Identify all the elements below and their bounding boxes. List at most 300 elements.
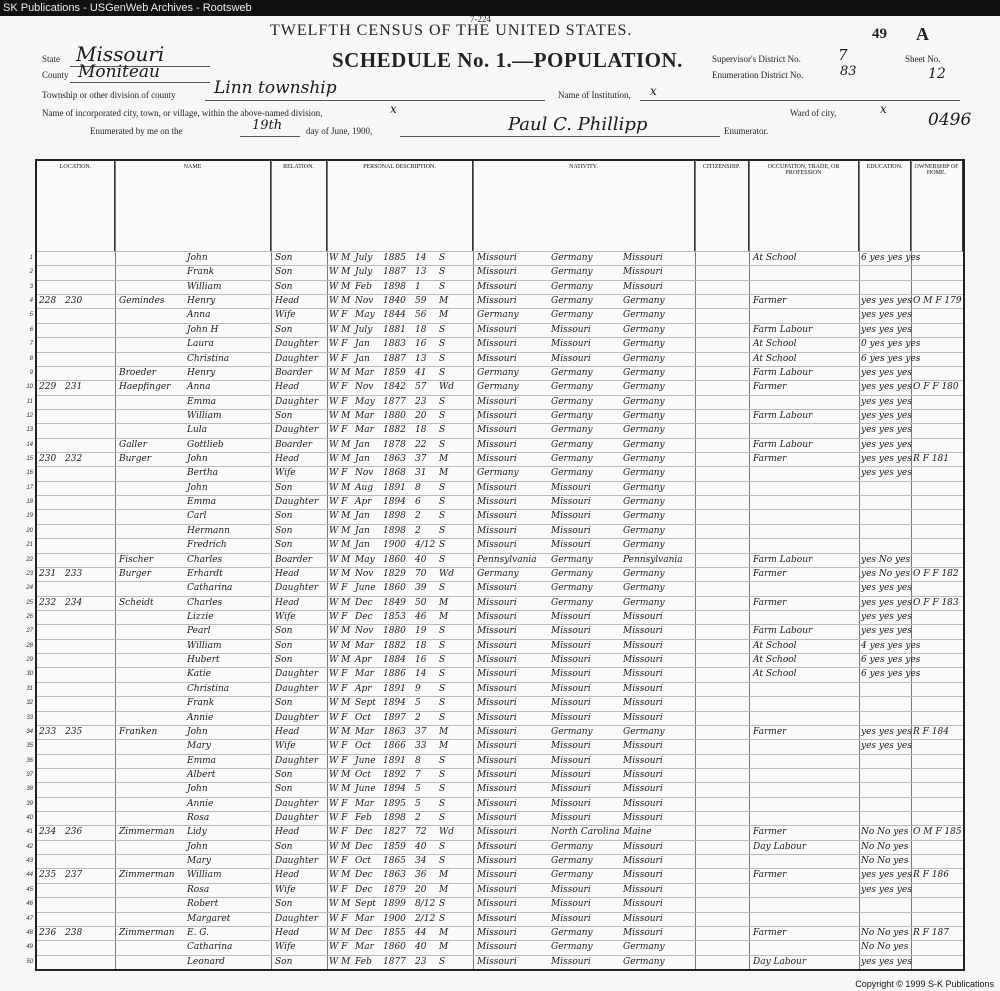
cell-age: 37 (415, 726, 427, 737)
cell-occupation: Farm Labour (753, 626, 813, 637)
cell-given-name: Annie (187, 798, 214, 809)
cell-birth-year: 1892 (383, 769, 406, 780)
cell-relation: Son (275, 482, 293, 493)
cell-relation: Boarder (275, 554, 313, 565)
cell-relation: Wife (275, 468, 296, 479)
cell-mother-birthplace: Missouri (623, 769, 663, 780)
cell-mother-birthplace: Germany (623, 726, 665, 737)
line-number: 7 (29, 341, 33, 348)
cell-color-sex: W M (329, 525, 351, 536)
table-row (26, 466, 963, 480)
cell-color-sex: W M (329, 769, 351, 780)
state-value: Missouri (76, 42, 165, 66)
cell-birthplace: Missouri (477, 396, 517, 407)
cell-age: 18 (415, 324, 427, 335)
enumerated-day-underline (240, 136, 300, 137)
table-row (26, 868, 963, 882)
cell-relation: Wife (275, 741, 296, 752)
cell-birthplace: Missouri (477, 784, 517, 795)
cell-occupation: At School (753, 253, 797, 263)
cell-family-number: 230 (65, 296, 83, 307)
cell-surname: Franken (119, 726, 158, 737)
cell-mother-birthplace: Germany (623, 396, 665, 407)
cell-father-birthplace: Missouri (551, 784, 591, 795)
cell-birthplace: Missouri (477, 698, 517, 709)
incorporated-value: x (390, 102, 397, 116)
line-number: 48 (26, 929, 33, 936)
cell-marital-status: M (439, 310, 449, 321)
cell-birth-month: Jan (355, 525, 370, 536)
cell-birth-year: 1884 (383, 655, 406, 666)
cell-marital-status: S (439, 511, 446, 522)
cell-marital-status: S (439, 712, 446, 723)
cell-education: No No yes (861, 827, 909, 838)
cell-birth-month: Mar (355, 367, 374, 378)
line-number: 17 (26, 484, 33, 491)
cell-occupation: Farmer (753, 927, 787, 938)
line-number: 8 (29, 355, 33, 362)
cell-family-number: 233 (65, 568, 83, 579)
cell-given-name: Hermann (187, 525, 230, 536)
county-label: County (42, 70, 69, 80)
line-number: 15 (26, 456, 33, 463)
cell-given-name: Mary (187, 856, 211, 867)
cell-birth-month: Mar (355, 913, 374, 924)
cell-occupation: Day Labour (753, 956, 807, 967)
cell-ownership: O F F 182 (913, 568, 959, 579)
cell-mother-birthplace: Missouri (623, 841, 663, 852)
cell-marital-status: M (439, 612, 449, 622)
cell-father-birthplace: Missouri (551, 884, 591, 895)
cell-given-name: Lizzie (187, 612, 214, 622)
table-row (26, 940, 963, 954)
cell-color-sex: W F (329, 425, 348, 436)
cell-dwelling-number: 233 (39, 726, 57, 737)
cell-education: 6 yes yes yes (861, 353, 921, 364)
cell-mother-birthplace: Germany (623, 597, 665, 608)
cell-family-number: 235 (65, 726, 83, 737)
line-number: 30 (26, 671, 33, 678)
cell-birth-month: May (355, 554, 375, 565)
cell-marital-status: S (439, 755, 446, 766)
ward-label: Ward of city, (790, 108, 837, 118)
cell-marital-status: M (439, 454, 449, 465)
cell-given-name: Albert (187, 769, 216, 780)
cell-surname: Galler (119, 439, 147, 450)
cell-occupation: Farmer (753, 870, 787, 881)
cell-father-birthplace: Missouri (551, 497, 591, 508)
cell-color-sex: W M (329, 927, 351, 938)
cell-occupation: Farm Labour (753, 554, 813, 565)
cell-education: yes yes yes (861, 583, 912, 594)
cell-relation: Son (275, 841, 293, 852)
cell-given-name: Leonard (187, 956, 225, 967)
cell-birth-month: Feb (355, 813, 372, 824)
cell-birth-month: Mar (355, 798, 374, 809)
cell-birthplace: Missouri (477, 253, 517, 263)
cell-occupation: At School (753, 339, 797, 350)
cell-relation: Daughter (275, 712, 319, 723)
cell-age: 37 (415, 454, 427, 465)
enumeration-value: 83 (840, 64, 857, 79)
cell-color-sex: W F (329, 813, 348, 824)
cell-relation: Daughter (275, 755, 319, 766)
cell-age: 46 (415, 612, 427, 622)
table-row (26, 912, 963, 926)
cell-marital-status: S (439, 640, 446, 651)
cell-mother-birthplace: Germany (623, 353, 665, 364)
cell-birth-year: 1829 (383, 568, 406, 579)
line-number: 13 (26, 427, 33, 434)
cell-surname: Zimmerman (119, 870, 175, 881)
cell-age: 2 (415, 813, 421, 824)
cell-mother-birthplace: Germany (623, 583, 665, 594)
cell-marital-status: M (439, 884, 449, 895)
cell-education: No No yes (861, 856, 909, 867)
enumerator-underline (400, 136, 720, 137)
table-row (29, 366, 963, 380)
cell-birth-month: Apr (355, 683, 372, 694)
table-row (26, 495, 963, 509)
cell-given-name: John H (187, 324, 219, 335)
cell-marital-status: S (439, 353, 446, 364)
table-row (29, 294, 963, 308)
cell-birth-month: Dec (355, 927, 373, 938)
line-number: 25 (26, 599, 33, 606)
cell-age: 5 (415, 784, 421, 795)
cell-surname: Gemindes (119, 296, 165, 307)
cell-birth-year: 1900 (383, 540, 406, 551)
state-label: State (42, 54, 60, 64)
cell-father-birthplace: Missouri (551, 324, 591, 335)
cell-dwelling-number: 230 (39, 454, 57, 465)
cell-father-birthplace: Missouri (551, 712, 591, 723)
cell-marital-status: S (439, 281, 446, 292)
census-table (26, 159, 965, 971)
cell-father-birthplace: Missouri (551, 511, 591, 522)
incorporated-label: Name of incorporated city, town, or village, within the above-named division, (42, 108, 323, 118)
cell-birth-month: Mar (355, 640, 374, 651)
cell-occupation: Farmer (753, 726, 787, 737)
cell-surname: Zimmerman (119, 927, 175, 938)
cell-age: 59 (415, 296, 427, 307)
cell-relation: Daughter (275, 353, 319, 364)
cell-education: yes yes yes (861, 396, 912, 407)
cell-age: 5 (415, 798, 421, 809)
cell-birth-year: 1860 (383, 942, 406, 953)
cell-relation: Son (275, 655, 293, 666)
cell-mother-birthplace: Germany (623, 410, 665, 421)
cell-mother-birthplace: Germany (623, 497, 665, 508)
cell-birthplace: Missouri (477, 353, 517, 364)
cell-marital-status: S (439, 525, 446, 536)
cell-birth-year: 1881 (383, 324, 406, 335)
cell-relation: Head (275, 726, 300, 737)
cell-mother-birthplace: Missouri (623, 813, 663, 824)
column-header-location: LOCATION. (37, 161, 115, 251)
cell-birthplace: Missouri (477, 597, 517, 608)
table-row (29, 308, 963, 322)
cell-father-birthplace: Germany (551, 281, 593, 292)
cell-birth-month: Jan (355, 540, 370, 551)
cell-age: 16 (415, 339, 427, 350)
cell-given-name: John (187, 784, 208, 795)
cell-color-sex: W F (329, 612, 348, 622)
cell-birth-year: 1853 (383, 612, 406, 622)
cell-father-birthplace: Germany (551, 425, 593, 436)
cell-color-sex: W F (329, 583, 348, 594)
cell-given-name: Henry (187, 367, 216, 378)
line-number: 36 (26, 757, 33, 764)
cell-given-name: Anna (187, 382, 211, 393)
table-row (26, 423, 963, 437)
cell-ownership: O F F 183 (913, 597, 959, 608)
line-number: 10 (26, 384, 33, 391)
cell-age: 2/12 (415, 913, 436, 924)
cell-birthplace: Missouri (477, 511, 517, 522)
cell-relation: Daughter (275, 497, 319, 508)
enumerator-name: Paul C. Phillipp (508, 114, 648, 135)
cell-color-sex: W F (329, 353, 348, 364)
stamp-number: 0496 (928, 110, 972, 130)
cell-birthplace: Missouri (477, 884, 517, 895)
cell-dwelling-number: 229 (39, 382, 57, 393)
cell-education: yes yes yes (861, 597, 912, 608)
line-number: 47 (26, 915, 33, 922)
cell-birth-year: 1866 (383, 741, 406, 752)
cell-dwelling-number: 231 (39, 568, 57, 579)
supervisor-value: 7 (838, 46, 848, 64)
cell-relation: Son (275, 640, 293, 651)
cell-given-name: Emma (187, 497, 217, 508)
line-number: 28 (26, 642, 33, 649)
cell-birthplace: Missouri (477, 755, 517, 766)
table-row (29, 352, 963, 366)
cell-birthplace: Missouri (477, 296, 517, 307)
cell-age: 44 (415, 927, 427, 938)
cell-relation: Head (275, 870, 300, 881)
cell-birthplace: Missouri (477, 454, 517, 465)
cell-color-sex: W F (329, 382, 348, 393)
cell-relation: Wife (275, 942, 296, 953)
cell-father-birthplace: Missouri (551, 655, 591, 666)
table-row (26, 897, 963, 911)
cell-birth-month: Dec (355, 827, 373, 838)
cell-father-birthplace: Missouri (551, 769, 591, 780)
line-number: 9 (29, 369, 33, 376)
cell-occupation: At School (753, 353, 797, 364)
cell-relation: Head (275, 827, 300, 838)
cell-mother-birthplace: Missouri (623, 655, 663, 666)
cell-relation: Wife (275, 612, 296, 622)
cell-color-sex: W M (329, 511, 351, 522)
cell-given-name: William (187, 870, 222, 881)
cell-occupation: Farm Labour (753, 410, 813, 421)
cell-age: 72 (415, 827, 427, 838)
cell-education: No No yes (861, 927, 909, 938)
cell-relation: Son (275, 324, 293, 335)
cell-given-name: Erhardt (187, 568, 223, 579)
cell-given-name: Lula (187, 425, 208, 436)
cell-marital-status: M (439, 927, 449, 938)
cell-given-name: Anna (187, 310, 211, 321)
line-number: 16 (26, 470, 33, 477)
cell-color-sex: W F (329, 396, 348, 407)
cell-mother-birthplace: Germany (623, 310, 665, 321)
cell-education: yes yes yes (861, 324, 912, 335)
cell-age: 18 (415, 640, 427, 651)
cell-age: 20 (415, 410, 427, 421)
table-row (26, 596, 963, 610)
cell-education: yes No yes (861, 568, 911, 579)
line-number: 19 (26, 513, 33, 520)
table-row (26, 553, 963, 567)
cell-occupation: Farm Labour (753, 439, 813, 450)
cell-relation: Son (275, 410, 293, 421)
cell-marital-status: M (439, 870, 449, 881)
cell-birth-year: 1877 (383, 956, 406, 967)
cell-birth-month: Nov (355, 296, 374, 307)
cell-marital-status: S (439, 655, 446, 666)
cell-education: 6 yes yes yes (861, 655, 921, 666)
cell-birthplace: Missouri (477, 612, 517, 622)
cell-given-name: Christina (187, 353, 230, 364)
cell-relation: Head (275, 597, 300, 608)
cell-birth-month: Mar (355, 425, 374, 436)
cell-father-birthplace: Germany (551, 367, 593, 378)
cell-father-birthplace: Missouri (551, 612, 591, 622)
table-row (26, 409, 963, 423)
cell-father-birthplace: Missouri (551, 525, 591, 536)
cell-marital-status: S (439, 913, 446, 924)
cell-age: 36 (415, 870, 427, 881)
cell-birth-month: Nov (355, 568, 374, 579)
cell-birth-year: 1880 (383, 626, 406, 637)
cell-given-name: Charles (187, 554, 223, 565)
cell-family-number: 232 (65, 454, 83, 465)
column-header-citizenship: CITIZENSHIP. (695, 161, 749, 251)
cell-birthplace: Missouri (477, 769, 517, 780)
cell-birthplace: Missouri (477, 425, 517, 436)
cell-mother-birthplace: Missouri (623, 927, 663, 938)
cell-color-sex: W M (329, 439, 351, 450)
cell-birth-year: 1883 (383, 339, 406, 350)
cell-color-sex: W F (329, 497, 348, 508)
cell-birthplace: Missouri (477, 267, 517, 278)
cell-birthplace: Germany (477, 382, 519, 393)
cell-birth-year: 1886 (383, 669, 406, 680)
cell-ownership: R F 181 (913, 454, 949, 465)
cell-education: yes yes yes (861, 410, 912, 421)
cell-birthplace: Missouri (477, 683, 517, 694)
cell-father-birthplace: Missouri (551, 741, 591, 752)
cell-birthplace: Missouri (477, 324, 517, 335)
cell-birthplace: Missouri (477, 339, 517, 350)
cell-birthplace: Missouri (477, 798, 517, 809)
cell-marital-status: Wd (439, 568, 455, 579)
cell-mother-birthplace: Missouri (623, 683, 663, 694)
cell-given-name: Rosa (187, 884, 210, 895)
cell-age: 23 (415, 956, 427, 967)
cell-birth-month: Dec (355, 841, 373, 852)
column-header-education: EDUCATION. (859, 161, 911, 251)
cell-color-sex: W F (329, 712, 348, 723)
cell-birth-month: Nov (355, 468, 374, 479)
cell-marital-status: S (439, 324, 446, 335)
cell-age: 40 (415, 841, 427, 852)
cell-given-name: Gottlieb (187, 439, 224, 450)
cell-ownership: R F 186 (913, 870, 949, 881)
cell-dwelling-number: 232 (39, 597, 57, 608)
cell-relation: Son (275, 899, 293, 910)
column-header-personal: PERSONAL DESCRIPTION. (327, 161, 473, 251)
cell-relation: Head (275, 454, 300, 465)
column-header-nativity: NATIVITY. (473, 161, 695, 251)
cell-mother-birthplace: Missouri (623, 281, 663, 292)
cell-mother-birthplace: Germany (623, 540, 665, 551)
cell-relation: Son (275, 698, 293, 709)
cell-mother-birthplace: Missouri (623, 626, 663, 637)
cell-color-sex: W M (329, 410, 351, 421)
cell-color-sex: W M (329, 296, 351, 307)
cell-color-sex: W F (329, 856, 348, 867)
cell-birthplace: Missouri (477, 583, 517, 594)
cell-relation: Son (275, 525, 293, 536)
cell-birth-month: Jan (355, 511, 370, 522)
cell-mother-birthplace: Germany (623, 511, 665, 522)
cell-marital-status: S (439, 482, 446, 493)
cell-given-name: Robert (187, 899, 219, 910)
cell-father-birthplace: Missouri (551, 755, 591, 766)
table-row (26, 782, 963, 796)
cell-birth-year: 1855 (383, 927, 406, 938)
cell-birthplace: Missouri (477, 870, 517, 881)
line-number: 14 (26, 441, 33, 448)
cell-marital-status: S (439, 554, 446, 565)
township-value: Linn township (214, 78, 337, 98)
cell-relation: Daughter (275, 396, 319, 407)
cell-marital-status: Wd (439, 827, 455, 838)
cell-birth-month: Oct (355, 856, 372, 867)
cell-age: 39 (415, 583, 427, 594)
cell-marital-status: S (439, 798, 446, 809)
enumerator-label: Enumerator. (724, 126, 769, 136)
line-number: 23 (26, 570, 33, 577)
table-row (26, 811, 963, 825)
cell-ownership: O M F 185 (913, 827, 962, 838)
cell-birth-year: 1894 (383, 698, 406, 709)
cell-age: 57 (415, 382, 427, 393)
cell-age: 41 (415, 367, 427, 378)
cell-surname: Burger (119, 568, 152, 579)
cell-marital-status: S (439, 396, 446, 407)
cell-birth-month: Sept (355, 698, 376, 709)
cell-mother-birthplace: Germany (623, 525, 665, 536)
page-number: 49 (872, 26, 887, 42)
cell-father-birthplace: Missouri (551, 482, 591, 493)
line-number: 26 (26, 614, 33, 620)
cell-birth-year: 1865 (383, 856, 406, 867)
cell-relation: Son (275, 511, 293, 522)
schedule-title: SCHEDULE No. 1.—POPULATION. (332, 48, 683, 72)
cell-father-birthplace: North Carolina (551, 827, 620, 838)
cell-given-name: Carl (187, 511, 207, 522)
cell-birth-year: 1863 (383, 726, 406, 737)
cell-age: 2 (415, 525, 421, 536)
line-number: 12 (26, 412, 33, 419)
line-number: 32 (26, 700, 33, 707)
table-row (26, 639, 963, 653)
